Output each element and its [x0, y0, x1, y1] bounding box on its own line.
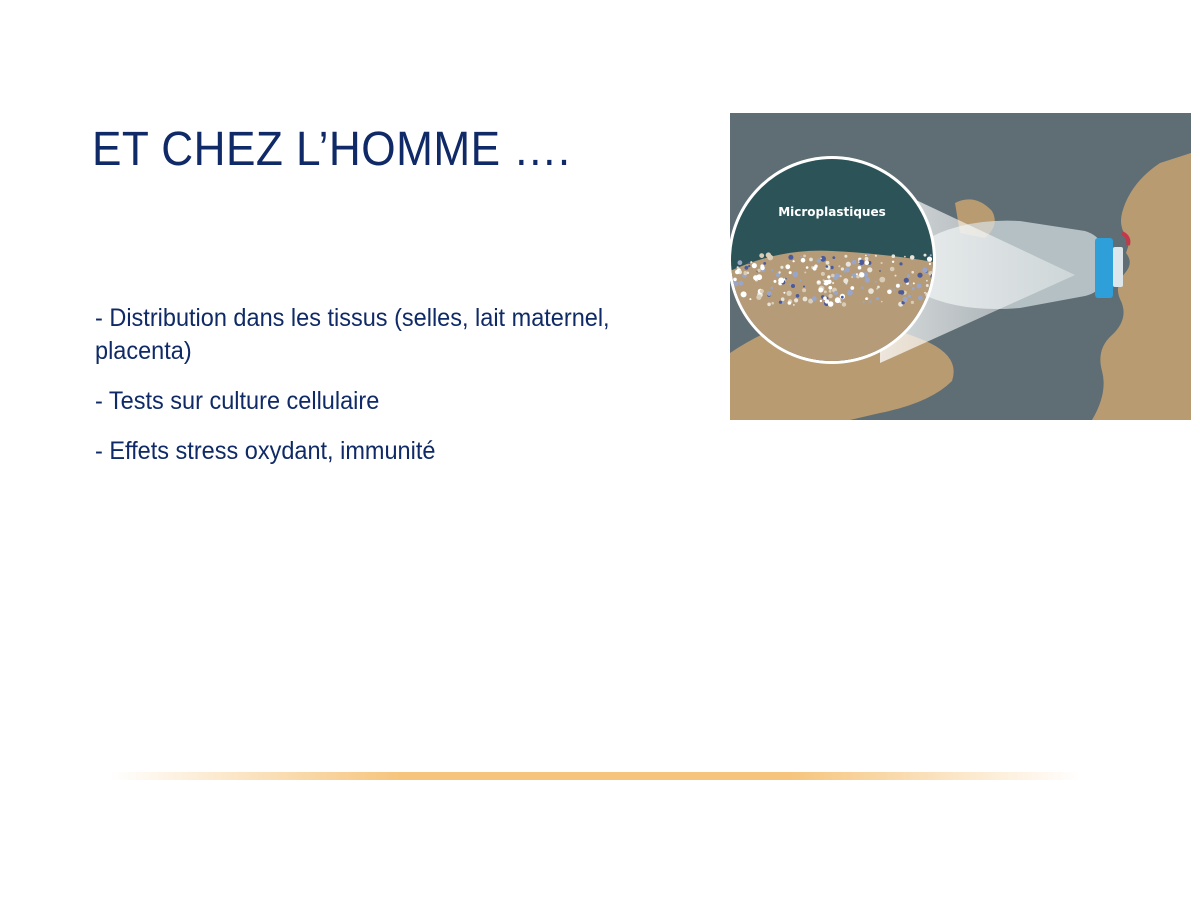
particle [861, 287, 863, 289]
particle [832, 282, 834, 284]
particle [841, 296, 844, 299]
particle [832, 256, 835, 259]
particle [893, 289, 895, 291]
particle [927, 257, 932, 262]
bottle-neck [1113, 247, 1123, 287]
particle [922, 268, 927, 273]
particle [793, 272, 799, 278]
particle [913, 282, 915, 284]
particle [924, 254, 927, 257]
particle [841, 267, 844, 270]
particle [929, 263, 931, 265]
particle [778, 278, 784, 284]
particle [826, 261, 830, 265]
particle [793, 304, 795, 306]
particle [881, 301, 883, 303]
particle [829, 290, 832, 293]
particle [876, 297, 879, 300]
particle [785, 264, 790, 269]
particle [875, 281, 877, 283]
particle [771, 269, 773, 271]
particle [803, 297, 808, 302]
particle [846, 262, 851, 267]
particle [756, 295, 761, 300]
particle [744, 271, 747, 274]
particle [826, 265, 829, 268]
particle [904, 278, 909, 283]
particle [781, 297, 785, 301]
particle [831, 274, 835, 278]
particle [786, 291, 791, 296]
particle [774, 280, 777, 283]
particle [912, 287, 915, 290]
particle [851, 276, 853, 278]
particle [842, 302, 846, 306]
particle [733, 278, 737, 282]
particle [782, 301, 785, 304]
particle [800, 256, 802, 258]
particle [896, 284, 900, 288]
particle [820, 257, 822, 259]
particle [804, 272, 806, 274]
particle [800, 280, 802, 282]
particle [737, 266, 739, 268]
particle [778, 271, 780, 273]
particle [900, 284, 902, 286]
particle [926, 284, 929, 287]
particle [879, 270, 881, 272]
particle [852, 260, 857, 265]
particle [863, 301, 865, 303]
particle [875, 255, 877, 257]
particle [830, 266, 833, 269]
particle [803, 286, 805, 288]
particle [899, 262, 902, 265]
particle [867, 267, 872, 272]
particle [813, 266, 817, 270]
particle [794, 298, 798, 302]
particle [827, 275, 830, 278]
particle [840, 275, 842, 277]
particle [809, 258, 813, 262]
particle [766, 252, 771, 257]
particle [759, 253, 764, 258]
particle [892, 261, 894, 263]
particle [817, 281, 820, 284]
particle [739, 281, 744, 286]
particle [767, 291, 772, 296]
particle [745, 266, 749, 270]
particle [760, 266, 765, 271]
particle [859, 272, 864, 277]
particle [824, 290, 827, 293]
particle [757, 269, 760, 272]
particle [907, 274, 910, 277]
particle [834, 273, 839, 278]
particle [910, 284, 912, 286]
particle [771, 287, 774, 290]
person-drinking-from-bottle-illustration [730, 113, 1191, 420]
particle [910, 255, 915, 260]
particle [741, 291, 747, 297]
particle [844, 255, 847, 258]
particle [793, 260, 795, 262]
particle [858, 261, 860, 263]
particle [850, 286, 854, 290]
particle [783, 292, 785, 294]
particle [820, 300, 822, 302]
particle [903, 297, 908, 302]
particle [887, 290, 892, 295]
particle [788, 255, 793, 260]
bottle-cap [1095, 238, 1113, 298]
particle [834, 291, 838, 295]
particle [823, 282, 825, 284]
particle [767, 303, 771, 307]
microplastics-caption: Microplastiques [778, 205, 886, 219]
microplastics-illustration [730, 113, 1191, 420]
particle [876, 288, 878, 290]
particle [817, 259, 821, 263]
particle [835, 297, 841, 303]
particle [771, 302, 774, 305]
particle [753, 275, 758, 280]
bullet-list [95, 302, 675, 485]
particle [789, 271, 792, 274]
particle [818, 288, 823, 293]
particle [879, 277, 885, 283]
particle [812, 296, 817, 301]
particle [911, 301, 914, 304]
particle [803, 255, 806, 258]
particle [789, 283, 791, 285]
particle [924, 292, 926, 294]
particle [760, 289, 764, 293]
particle [779, 301, 782, 304]
particle [750, 261, 752, 263]
particle [845, 267, 850, 272]
particle [869, 300, 871, 302]
particle [748, 262, 750, 264]
particle [868, 254, 870, 256]
particle [827, 280, 832, 285]
particle [858, 266, 862, 270]
particle [911, 271, 914, 274]
particle [926, 280, 928, 282]
bullet-item: - Effets stress oxydant, immunité [95, 437, 436, 465]
particle [865, 257, 869, 261]
particle [828, 286, 832, 290]
particle [763, 262, 766, 265]
particle [788, 301, 792, 305]
particle [825, 299, 829, 303]
particle [791, 284, 795, 288]
particle [748, 265, 750, 267]
particle [796, 294, 800, 298]
particle [892, 254, 896, 258]
particle [868, 288, 874, 294]
particle [802, 288, 806, 292]
particle [930, 254, 932, 256]
particle [865, 255, 867, 257]
particle [908, 295, 911, 298]
particle [752, 263, 757, 268]
particle [806, 266, 809, 269]
particle [917, 273, 922, 278]
particle [780, 266, 783, 269]
particle [895, 275, 897, 277]
particle [738, 260, 743, 265]
particle [749, 298, 751, 300]
bullet-item: - Distribution dans les tissus (selles, lait maternel, placenta) [95, 304, 610, 365]
particle [881, 262, 883, 264]
particle [838, 265, 840, 267]
particle [735, 270, 740, 275]
particle [843, 278, 848, 283]
particle [829, 294, 833, 298]
particle [865, 277, 871, 283]
particle [801, 258, 806, 263]
particle [917, 284, 922, 289]
particle [890, 267, 895, 272]
particle [918, 296, 923, 301]
accent-divider [110, 772, 1080, 780]
particle [865, 260, 870, 265]
particle [865, 297, 868, 300]
particle [821, 272, 825, 276]
slide-title: ET CHEZ L’HOMME …. [92, 123, 571, 176]
particle [900, 290, 905, 295]
particle [904, 256, 906, 258]
particle [847, 290, 853, 296]
bullet-item: - Tests sur culture cellulaire [95, 387, 380, 415]
